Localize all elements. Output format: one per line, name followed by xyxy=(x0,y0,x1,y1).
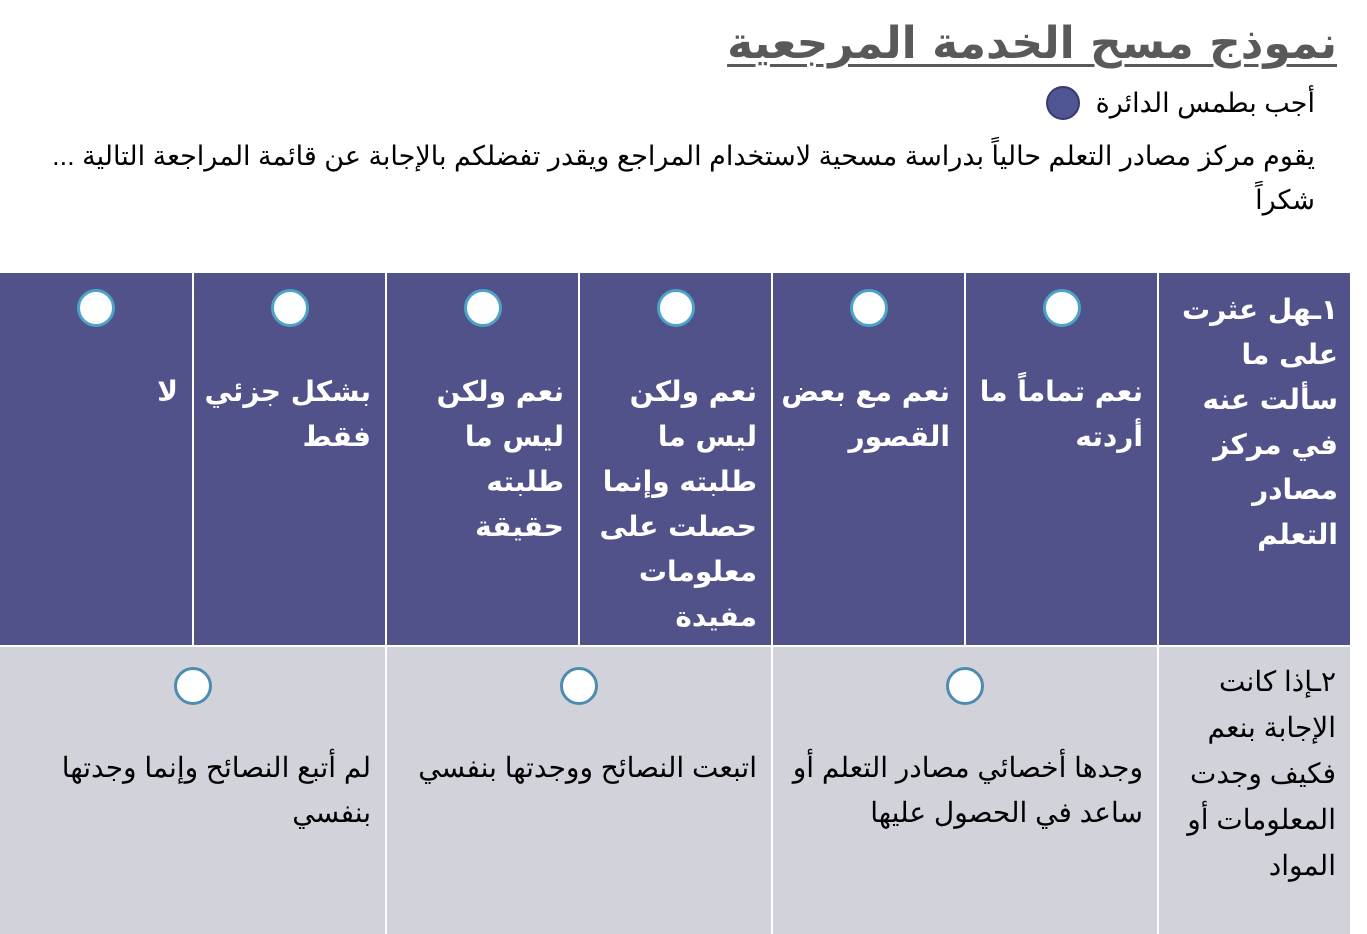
q1-option-5[interactable] xyxy=(192,273,385,645)
q2-option-1[interactable] xyxy=(771,647,1157,934)
q1-option-1[interactable] xyxy=(964,273,1157,645)
radio-circle-icon[interactable] xyxy=(174,667,212,705)
question-1-label: ١ـهل عثرت على ما سألت عنه في مركز مصادر التعلم xyxy=(1157,273,1350,645)
question-2-label: ٢ـإذا كانت الإجابة بنعم فكيف وجدت المعلومات أو المواد xyxy=(1157,647,1350,934)
page-title: نموذج مسح الخدمة المرجعية xyxy=(727,18,1337,69)
radio-circle-icon[interactable] xyxy=(946,667,984,705)
question-1-row xyxy=(0,273,1350,645)
radio-circle-icon[interactable] xyxy=(464,289,502,327)
radio-circle-icon[interactable] xyxy=(1043,289,1081,327)
q1-option-6[interactable] xyxy=(0,273,192,645)
radio-circle-icon[interactable] xyxy=(657,289,695,327)
q1-option-2[interactable] xyxy=(771,273,964,645)
q2-option-1-label: وجدها أخصائي مصادر التعلم أو ساعد في الحصول عليها xyxy=(792,752,1143,828)
instruction-line xyxy=(1046,86,1315,120)
q1-option-2-label: نعم مع بعض القصور xyxy=(781,375,950,453)
q1-option-3[interactable] xyxy=(578,273,771,645)
radio-circle-icon[interactable] xyxy=(850,289,888,327)
radio-circle-icon[interactable] xyxy=(271,289,309,327)
q1-option-4[interactable] xyxy=(385,273,578,645)
intro-text: يقوم مركز مصادر التعلم حالياً بدراسة مسحية لاستخدام المراجع ويقدر تفضلكم بالإجابة عن قائمة المراجعة التالية ... شكراً xyxy=(52,141,1315,215)
q1-option-4-label: نعم ولكن ليس ما طلبته حقيقة xyxy=(436,375,564,543)
instruction-text: أجب بطمس الدائرة xyxy=(1095,87,1315,118)
question-2-row xyxy=(0,647,1350,934)
radio-circle-icon[interactable] xyxy=(77,289,115,327)
q1-option-6-label: لا xyxy=(157,375,178,408)
q2-option-3-label: لم أتبع النصائح وإنما وجدتها بنفسي xyxy=(61,752,371,828)
q2-option-2-label: اتبعت النصائح ووجدتها بنفسي xyxy=(418,752,757,783)
q1-option-5-label: بشكل جزئي فقط xyxy=(204,375,371,453)
q1-option-3-label: نعم ولكن ليس ما طلبته وإنما حصلت على معلومات مفيدة xyxy=(599,375,757,633)
radio-circle-icon[interactable] xyxy=(560,667,598,705)
q2-option-3[interactable] xyxy=(0,647,385,934)
q2-option-2[interactable] xyxy=(385,647,771,934)
q1-option-1-label: نعم تماماً ما أردته xyxy=(979,375,1143,453)
filled-circle-icon xyxy=(1046,86,1080,120)
